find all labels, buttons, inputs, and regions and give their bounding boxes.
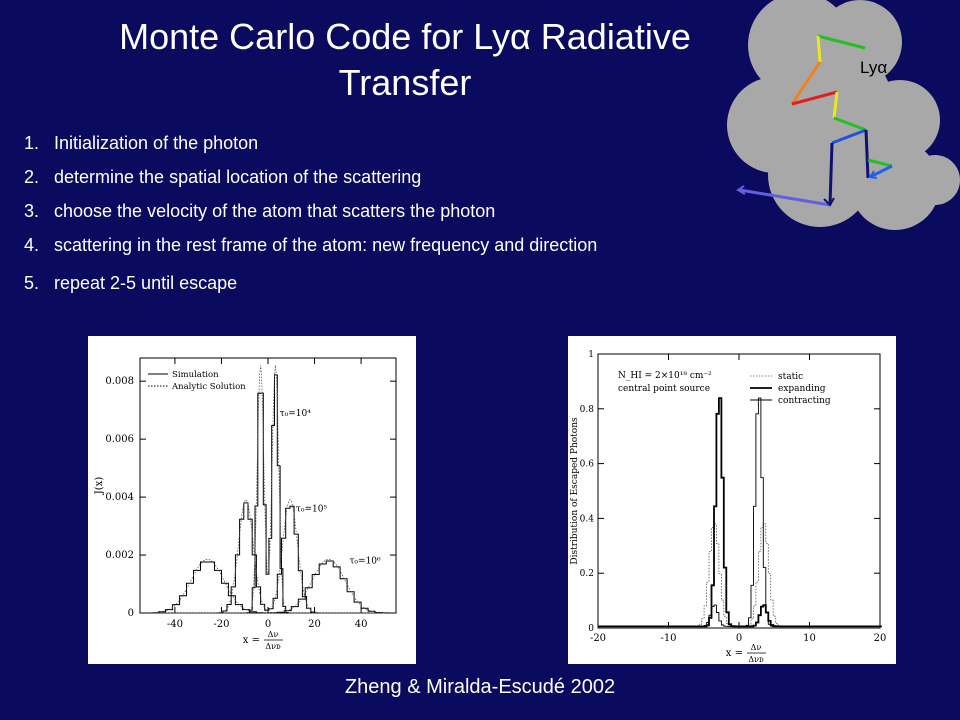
mean-intensity-chart [88,336,416,664]
step-text: Initialization of the photon [54,133,259,153]
chart-panel-escaped-photons [568,336,896,664]
x-tick-label: -20 [589,633,607,644]
step-number: 4. [24,235,40,255]
x-axis-label-numerator: Δν [267,630,279,639]
x-tick-label: 20 [308,619,321,630]
x-axis-label: x = [725,648,743,659]
y-tick-label: 0.004 [105,492,134,504]
y-tick-label: 0 [588,624,594,634]
scattering-cloud-diagram [720,0,960,230]
steps-list [24,128,597,302]
step-text: determine the spatial location of the scattering [54,167,422,187]
y-tick-label: 0.006 [105,434,134,446]
x-axis-label-numerator: Δν [750,643,762,652]
x-axis-label-group [243,630,283,651]
analytic-curve-1 [152,365,385,613]
step-item [24,162,597,196]
x-axis-label-denominator: Δνᴅ [265,642,281,651]
step-item [24,230,597,264]
chart-panel-mean-intensity [88,336,416,664]
y-tick-label: 0.4 [579,514,594,525]
x-axis-label-group [726,643,766,664]
y-tick-label: 1 [588,350,594,360]
legend-label: contracting [778,396,831,406]
series-expanding [598,398,882,626]
step-text: scattering in the rest frame of the atom: new frequency and direction [54,235,598,255]
x-axis-label: x = [242,635,260,646]
y-tick-label: 0.6 [579,459,594,470]
y-tick-label: 0.2 [579,569,594,580]
simulation-curve-3 [152,561,389,613]
x-tick-label: 20 [873,633,887,644]
x-tick-label: 10 [803,633,816,644]
y-tick-label: 0 [127,608,134,619]
gas-cloud-shape [727,0,960,230]
step-number: 1. [24,133,40,153]
slide-title [60,14,750,106]
series-contracting [598,398,882,626]
series-static [598,524,882,627]
step-item [24,128,597,162]
tau-annotation: τ₀=10⁵ [295,504,328,515]
legend-label: Simulation [172,370,219,380]
x-tick-label: -10 [660,633,677,644]
y-axis-label: J(x) [94,476,105,495]
lya-label: Lyα [860,58,888,77]
step-text: choose the velocity of the atom that scatters the photon [54,201,496,221]
tau-annotation: τ₀=10⁴ [279,408,311,419]
x-tick-label: -40 [166,619,183,630]
x-tick-label: -20 [213,619,230,630]
plot-frame [598,354,880,628]
legend-label: expanding [778,384,826,394]
escaped-photons-chart [568,336,896,664]
step-number: 5. [24,273,40,293]
title-line-2: Transfer [338,62,472,103]
simulation-curve-1 [152,375,387,613]
source-annotation: central point source [618,384,711,394]
legend-label: Analytic Solution [172,382,246,392]
x-tick-label: 40 [354,619,368,630]
x-tick-label: 0 [264,619,272,630]
y-tick-label: 0.002 [105,550,134,562]
step-number: 2. [24,167,40,187]
citation: Zheng & Miralda-Escudé 2002 [344,676,616,698]
step-text: repeat 2-5 until escape [54,273,238,293]
step-number: 3. [24,201,40,221]
title-line-1: Monte Carlo Code for Lyα Radiative [119,16,691,57]
y-axis-label: Distribution of Escaped Photons [570,417,580,565]
x-tick-label: 0 [735,633,743,644]
x-axis-label-denominator: Δνᴅ [748,655,764,664]
y-tick-label: 0.8 [579,404,594,415]
y-tick-label: 0.008 [105,376,134,388]
column-density-annotation: N_HI = 2×10¹⁸ cm⁻² [618,371,712,381]
tau-annotation: τ₀=10⁶ [349,556,381,567]
legend-label: static [778,372,804,382]
step-item [24,268,597,302]
step-item [24,196,597,230]
